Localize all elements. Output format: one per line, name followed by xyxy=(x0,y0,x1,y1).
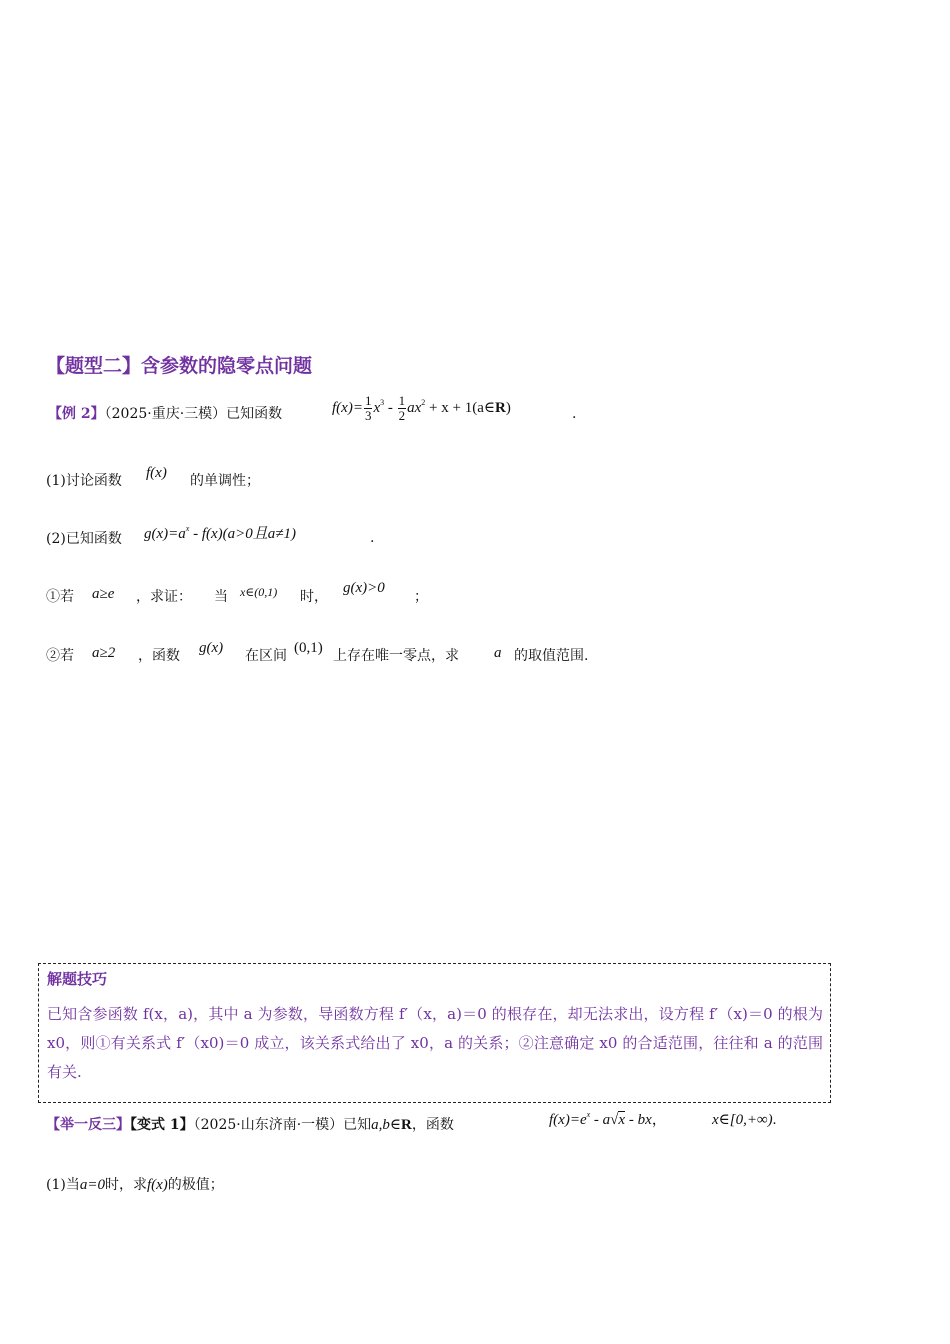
subquestion-2-cond: a≥2 xyxy=(92,645,116,661)
variant-question-1: (1)当a=0时，求f(x)的极值； xyxy=(46,1177,224,1193)
subquestion-2-gx: g(x) xyxy=(199,640,224,656)
section-heading: 【题型二】含参数的隐零点问题 xyxy=(46,355,313,377)
subquestion-2-text2: 上存在唯一零点，求 xyxy=(333,648,459,664)
subquestion-2-text3: 的取值范围. xyxy=(514,648,589,664)
variant-line: 【举一反三】【变式 1】（2025·山东济南·一模）已知a,b∈R，函数 xyxy=(46,1117,454,1133)
variant-domain: x∈[0,+∞). xyxy=(712,1112,777,1128)
function-g-definition: $g(x)=a^x - f(x)(a>0$且a≠1) xyxy=(144,524,296,542)
tips-title: 解题技巧 xyxy=(47,970,108,988)
subquestion-1-end: ； xyxy=(414,589,428,605)
subquestion-1-mid: ，求证： xyxy=(136,589,192,605)
fraction-one-half: $\frac{1}{2}$ xyxy=(398,393,406,423)
subquestion-1-when: 当 xyxy=(214,589,228,605)
example-period: . xyxy=(572,406,577,422)
tips-body: 已知含参函数 f(x，a)，其中 a 为参数，导函数方程 f′（x，a)＝0 的根存在，却无法求出，设方程 f′（x)＝0 的根为 x0，则①有关系式 f′（x0)＝0 成立，该关系式给出了 x0，a 的关系；②注意确定 x0 的合适范围，往往和 a 的范围有关. xyxy=(47,1005,823,1081)
question-2: (2)已知函数 xyxy=(46,531,122,547)
subquestion-1-time: 时， xyxy=(300,589,328,605)
example-source: （2025·重庆·三模）已知函数 xyxy=(104,406,283,422)
subquestion-2-text1: 在区间 xyxy=(245,648,287,664)
function-f-variant: $f(x)=e^x - a√x$ - bx， xyxy=(549,1110,667,1128)
subquestion-1-interval: x∈(0,1) xyxy=(240,585,278,599)
f-lhs: f(x)= xyxy=(332,399,363,416)
subquestion-1-inequality: g(x)>0 xyxy=(343,580,385,596)
q1-suffix: 的单调性； xyxy=(190,473,260,489)
solution-tips-box xyxy=(38,963,831,1103)
q1-fx: f(x) xyxy=(146,465,167,481)
subquestion-2-marker: ②若 xyxy=(46,648,74,664)
subquestion-2-mid: ，函数 xyxy=(138,648,180,664)
example-line xyxy=(48,403,282,423)
question-1: (1)讨论函数 xyxy=(46,473,122,489)
fraction-one-third: $\frac{1}{3}$ xyxy=(364,393,372,423)
subquestion-1-cond: a≥e xyxy=(92,586,115,602)
q2-period: . xyxy=(370,530,375,546)
subquestion-2-var: a xyxy=(494,645,502,661)
subquestion-1-marker: ①若 xyxy=(46,589,74,605)
variant-label: 【变式 1】 xyxy=(130,1117,194,1133)
variant-tag: 【举一反三】 xyxy=(46,1117,130,1133)
example-tag: 【例 2】 xyxy=(48,406,105,422)
function-f-definition: f(x)= $\frac{1}{3}$ $x^3$ - $\frac{1}{2}$ $ax^2 + x$ + 1(a∈R) xyxy=(332,393,511,423)
variant-source: （2025·山东济南·一模）已知 xyxy=(193,1117,372,1133)
subquestion-2-interval: (0,1) xyxy=(294,640,323,656)
